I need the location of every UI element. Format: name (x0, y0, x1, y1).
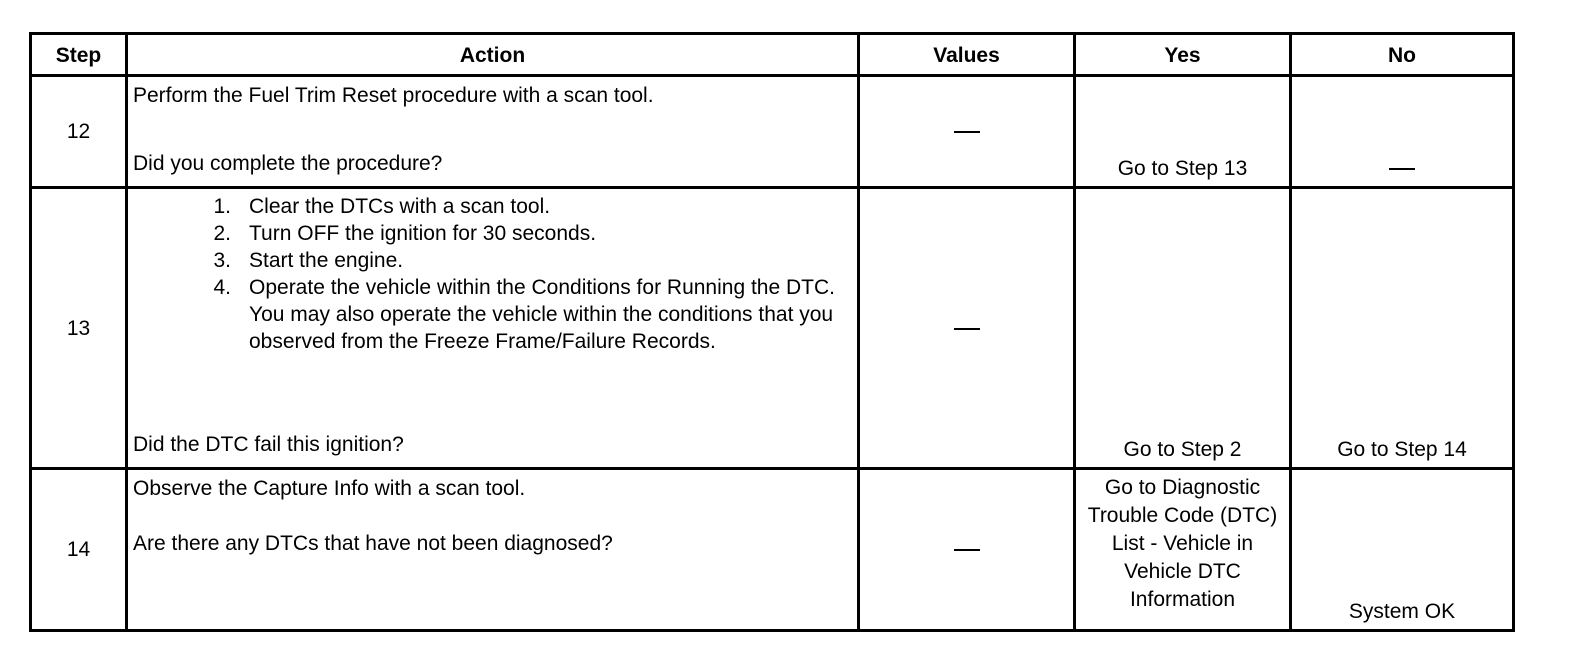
step-number: 13 (31, 188, 127, 469)
header-row (31, 34, 1514, 76)
header-values: Values (859, 34, 1075, 76)
action-text: Observe the Capture Info with a scan tool. (133, 477, 526, 500)
header-action: Action (127, 34, 859, 76)
header-step: Step (31, 34, 127, 76)
list-item: 1. Clear the DTCs with a scan tool. (213, 195, 551, 218)
action-text: Perform the Fuel Trim Reset procedure with a scan tool. (133, 84, 654, 107)
em-dash (1389, 168, 1415, 170)
em-dash (954, 131, 980, 133)
list-item: 2. Turn OFF the ignition for 30 seconds. (213, 222, 597, 245)
procedure-list (133, 189, 851, 355)
action-question: Are there any DTCs that have not been diagnosed? (133, 532, 613, 555)
step-number: 14 (31, 469, 127, 631)
yes-result: Go to Diagnostic Trouble Code (DTC) List - Vehicle in Vehicle DTC Information (1075, 469, 1291, 631)
yes-result: Go to Step 13 (1075, 76, 1291, 188)
action-question: Did the DTC fail this ignition? (133, 433, 404, 456)
list-item: 4. Operate the vehicle within the Conditions for Running the DTC. You may also operate the vehicle within the conditions that you observed from the Freeze Frame/Failure Records. (213, 276, 835, 353)
action-cell (127, 469, 859, 631)
values-cell (859, 188, 1075, 469)
table-row (31, 188, 1514, 469)
diagnostic-table (29, 32, 1515, 632)
yes-result: Go to Step 2 (1075, 188, 1291, 469)
header-no: No (1291, 34, 1514, 76)
action-cell (127, 76, 859, 188)
header-yes: Yes (1075, 34, 1291, 76)
step-number: 12 (31, 76, 127, 188)
list-item: 3. Start the engine. (213, 249, 404, 272)
no-result: System OK (1291, 469, 1514, 631)
action-cell (127, 188, 859, 469)
table-row (31, 469, 1514, 631)
no-result: Go to Step 14 (1291, 188, 1514, 469)
em-dash (954, 549, 980, 551)
no-result (1291, 76, 1514, 188)
action-question: Did you complete the procedure? (133, 152, 443, 175)
values-cell (859, 76, 1075, 188)
em-dash (954, 328, 980, 330)
values-cell (859, 469, 1075, 631)
table-row (31, 76, 1514, 188)
